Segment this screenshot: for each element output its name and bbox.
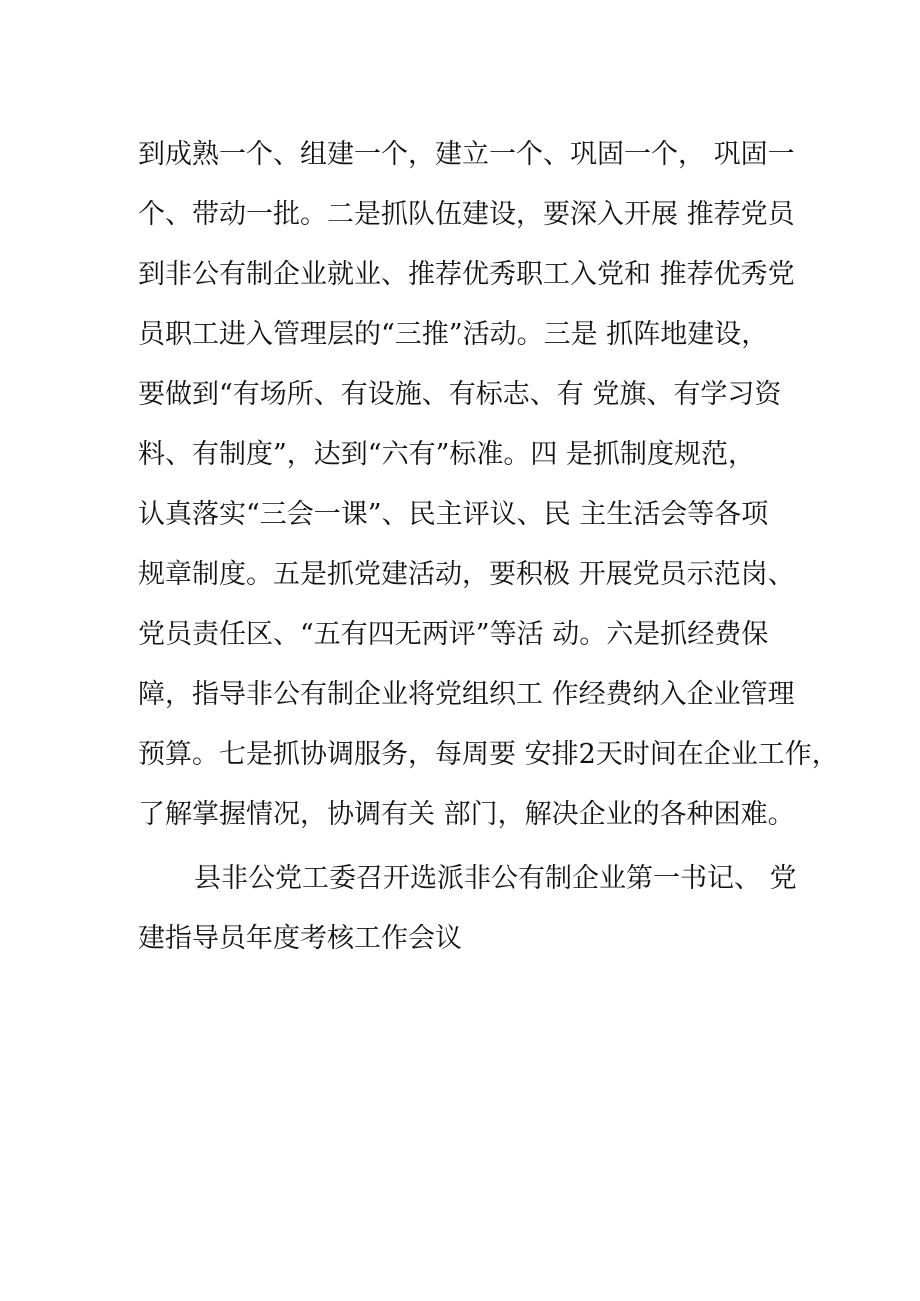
text-line: 建指导员年度考核工作会议 bbox=[138, 923, 462, 954]
text-line: 认真落实“三会一课”、民主评议、民 主生活会等各项 bbox=[138, 499, 769, 530]
section-heading-paragraph bbox=[138, 849, 798, 969]
text-line: 县非公党工委召开选派非公有制企业第一书记、 党 bbox=[194, 863, 797, 894]
text-line: 党员责任区、“五有四无两评”等活 动。六是抓经费保 bbox=[138, 619, 769, 650]
text-line: 个、带动一批。二是抓队伍建设，要深入开展 推荐党员 bbox=[138, 199, 795, 230]
text-line: 了解掌握情况，协调有关 部门，解决企业的各种困难。 bbox=[138, 799, 795, 830]
text-line: 要做到“有场所、有设施、有标志、有 党旗、有学习资 bbox=[138, 379, 782, 410]
text-line: 料、有制度”，达到“六有”标准。四 是抓制度规范， bbox=[138, 439, 755, 470]
text-line: 规章制度。五是抓党建活动，要积极 开展党员示范岗、 bbox=[138, 559, 795, 590]
text-line: 到成熟一个、组建一个，建立一个、巩固一个， 巩固一 bbox=[138, 139, 795, 170]
body-paragraph bbox=[138, 125, 839, 845]
text-line: 员职工进入管理层的“三推”活动。三是 抓阵地建设， bbox=[138, 319, 769, 350]
text-line: 障，指导非公有制企业将党组织工 作经费纳入企业管理 bbox=[138, 679, 795, 710]
text-line: 预算。七是抓协调服务，每周要 安排2天时间在企业工作， bbox=[138, 739, 839, 770]
text-line: 到非公有制企业就业、推荐优秀职工入党和 推荐优秀党 bbox=[138, 259, 795, 290]
